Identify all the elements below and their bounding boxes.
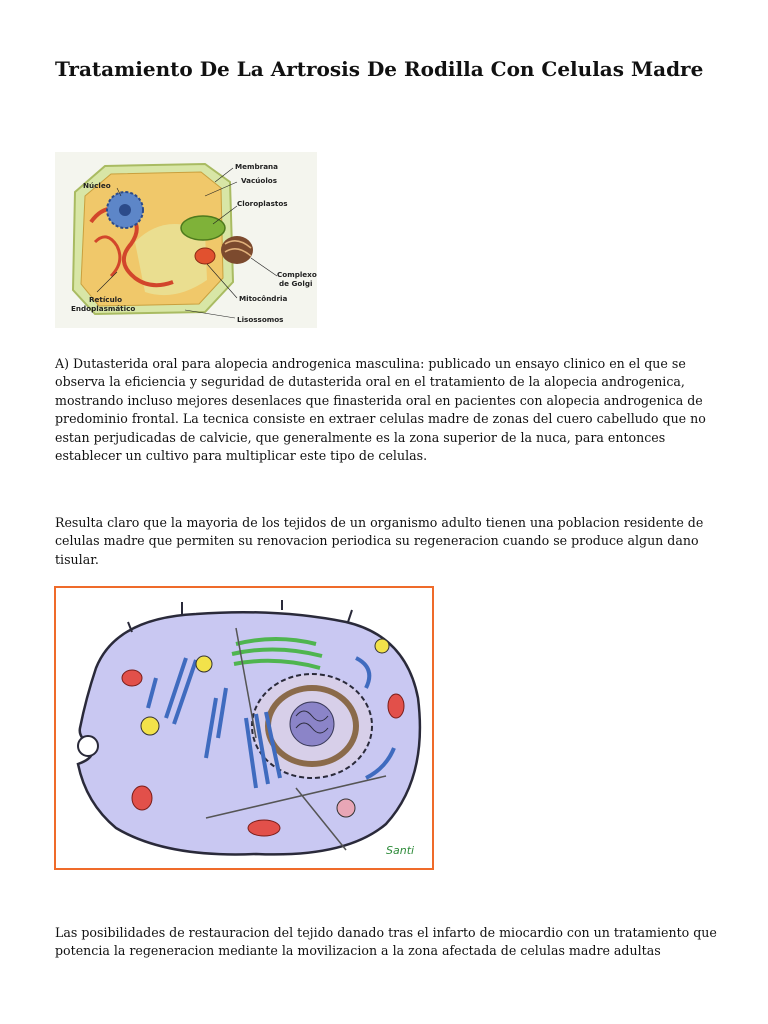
animal-cell-illustration (54, 586, 434, 870)
label-nucleo: Núcleo (83, 181, 111, 190)
label-complexo-1: Complexo (277, 270, 317, 279)
label-vacuolos: Vacúolos (241, 176, 278, 185)
plant-cell-diagram (55, 152, 317, 328)
label-reticulo-2: Endoplasmático (71, 304, 136, 313)
paragraph-3: Las posibilidades de restauracion del tejido danado tras el infarto de miocardio con un tratamiento que potencia la regeneracion mediante la movilizacion a la zona afectada de celulas madre adultas (55, 925, 717, 959)
label-complexo-2: de Golgi (279, 279, 313, 288)
label-mitocondria: Mitocôndria (239, 294, 288, 303)
label-lisossomos: Lisossomos (237, 315, 284, 324)
label-reticulo-1: Retículo (89, 295, 123, 304)
label-membrana: Membrana (235, 162, 279, 171)
artist-signature: Santi (386, 844, 415, 857)
label-cloroplastos: Cloroplastos (237, 199, 288, 208)
paragraph-2: Resulta claro que la mayoria de los tejidos de un organismo adulto tienen una poblacion residente de celulas madre que permiten su renovacion periodica su regeneracion cuando se produce algun dano tisular. (55, 515, 704, 567)
paragraph-1: A) Dutasterida oral para alopecia androgenica masculina: publicado un ensayo clinico en el que se observa la eficiencia y seguridad de dutasterida oral en el tratamiento de la alopecia androgenica, mostrando incluso mejores desenlaces que finasterida oral en pacientes con alopecia androgenica de predominio frontal. La tecnica consiste en extraer celulas madre de zonas del cuero cabelludo que no estan perjudicadas de calvicie, que generalmente es la zona superior de la nuca, para entonces establecer un cultivo para multiplicar este tipo de celulas. (55, 356, 706, 464)
page-title: Tratamiento De La Artrosis De Rodilla Con Celulas Madre (55, 57, 704, 81)
